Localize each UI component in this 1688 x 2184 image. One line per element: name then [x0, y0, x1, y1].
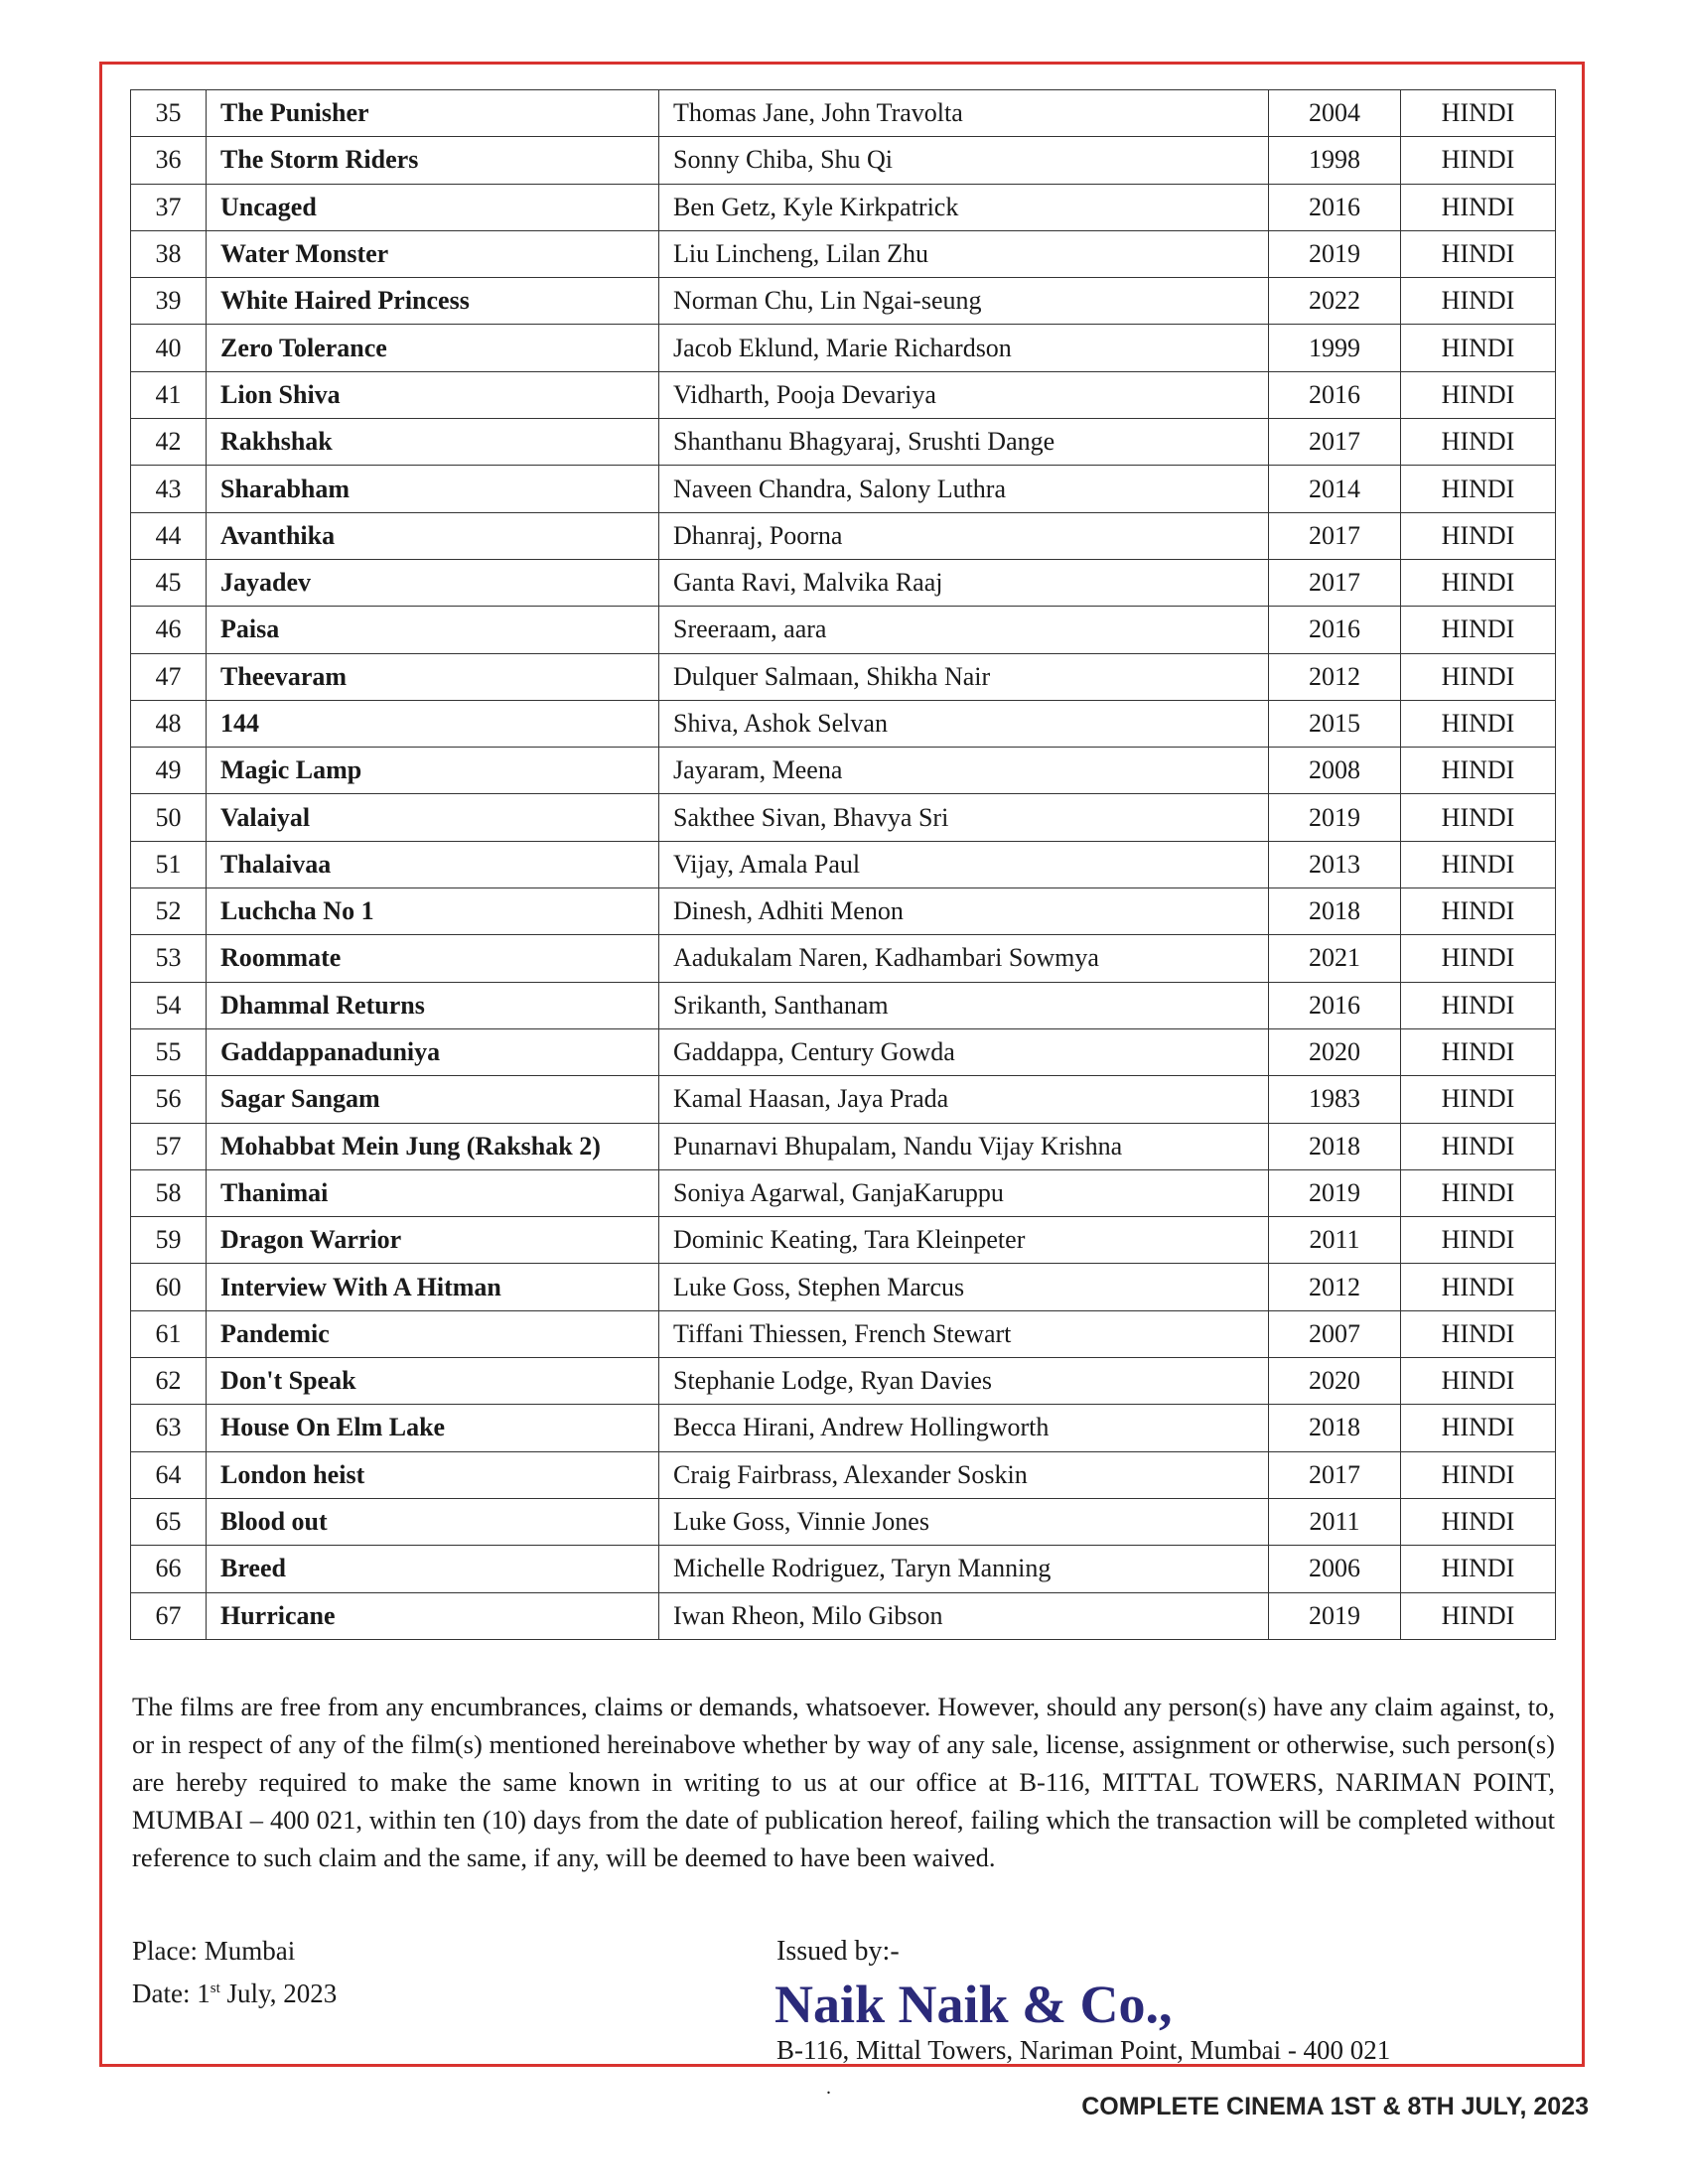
film-title: Thanimai [207, 1169, 659, 1216]
film-year: 2008 [1269, 748, 1401, 794]
film-language: HINDI [1401, 512, 1556, 559]
film-number: 36 [131, 137, 207, 184]
page-footer: COMPLETE CINEMA 1ST & 8TH JULY, 2023 [1081, 2093, 1589, 2120]
film-title: Luchcha No 1 [207, 888, 659, 935]
film-title: White Haired Princess [207, 278, 659, 325]
film-year: 2015 [1269, 700, 1401, 747]
film-title: Gaddappanaduniya [207, 1028, 659, 1075]
film-language: HINDI [1401, 888, 1556, 935]
film-number: 64 [131, 1451, 207, 1498]
film-language: HINDI [1401, 230, 1556, 277]
film-title: Water Monster [207, 230, 659, 277]
film-year: 1983 [1269, 1076, 1401, 1123]
film-language: HINDI [1401, 1076, 1556, 1123]
film-number: 39 [131, 278, 207, 325]
film-title: Dhammal Returns [207, 982, 659, 1028]
film-title: Uncaged [207, 184, 659, 230]
film-cast: Michelle Rodriguez, Taryn Manning [659, 1546, 1269, 1592]
table-row [131, 1169, 1556, 1216]
film-cast: Soniya Agarwal, GanjaKaruppu [659, 1169, 1269, 1216]
film-year: 2017 [1269, 559, 1401, 606]
film-language: HINDI [1401, 90, 1556, 137]
film-language: HINDI [1401, 1546, 1556, 1592]
table-row [131, 90, 1556, 137]
film-language: HINDI [1401, 184, 1556, 230]
film-cast: Craig Fairbrass, Alexander Soskin [659, 1451, 1269, 1498]
film-language: HINDI [1401, 371, 1556, 418]
film-year: 2019 [1269, 1592, 1401, 1639]
film-cast: Becca Hirani, Andrew Hollingworth [659, 1405, 1269, 1451]
film-year: 2011 [1269, 1498, 1401, 1545]
table-row [131, 512, 1556, 559]
film-year: 2007 [1269, 1310, 1401, 1357]
film-title: Sagar Sangam [207, 1076, 659, 1123]
film-language: HINDI [1401, 559, 1556, 606]
film-title: Paisa [207, 607, 659, 653]
film-cast: Srikanth, Santhanam [659, 982, 1269, 1028]
table-row [131, 888, 1556, 935]
film-language: HINDI [1401, 419, 1556, 466]
film-title: Dragon Warrior [207, 1217, 659, 1264]
film-cast: Dhanraj, Poorna [659, 512, 1269, 559]
film-number: 62 [131, 1358, 207, 1405]
film-year: 2020 [1269, 1358, 1401, 1405]
film-title: Avanthika [207, 512, 659, 559]
film-year: 2018 [1269, 1123, 1401, 1169]
film-title: Magic Lamp [207, 748, 659, 794]
film-cast: Sreeraam, aara [659, 607, 1269, 653]
film-cast: Dinesh, Adhiti Menon [659, 888, 1269, 935]
film-cast: Dulquer Salmaan, Shikha Nair [659, 653, 1269, 700]
film-language: HINDI [1401, 607, 1556, 653]
film-year: 2013 [1269, 841, 1401, 887]
film-title: London heist [207, 1451, 659, 1498]
film-year: 2019 [1269, 230, 1401, 277]
film-number: 40 [131, 325, 207, 371]
film-number: 66 [131, 1546, 207, 1592]
film-cast: Naveen Chandra, Salony Luthra [659, 466, 1269, 512]
films-table-body [131, 90, 1556, 1640]
film-number: 60 [131, 1264, 207, 1310]
film-title: Rakhshak [207, 419, 659, 466]
film-number: 53 [131, 935, 207, 982]
film-number: 48 [131, 700, 207, 747]
film-year: 2014 [1269, 466, 1401, 512]
film-year: 2016 [1269, 184, 1401, 230]
film-title: Interview With A Hitman [207, 1264, 659, 1310]
table-row [131, 935, 1556, 982]
film-number: 61 [131, 1310, 207, 1357]
film-title: Mohabbat Mein Jung (Rakshak 2) [207, 1123, 659, 1169]
film-number: 55 [131, 1028, 207, 1075]
film-language: HINDI [1401, 700, 1556, 747]
issued-by-label: Issued by:- [776, 1936, 900, 1967]
film-cast: Thomas Jane, John Travolta [659, 90, 1269, 137]
table-row [131, 466, 1556, 512]
film-language: HINDI [1401, 1592, 1556, 1639]
film-title: Hurricane [207, 1592, 659, 1639]
film-cast: Sonny Chiba, Shu Qi [659, 137, 1269, 184]
film-language: HINDI [1401, 653, 1556, 700]
table-row [131, 230, 1556, 277]
film-cast: Ben Getz, Kyle Kirkpatrick [659, 184, 1269, 230]
notice-paragraph: The films are free from any encumbrances, claims or demands, whatsoever. However, should any person(s) have any claim against, to, or in respect of any of the film(s) mentioned hereinabove whether by way of any sale, license, assignment or otherwise, such person(s) are hereby required to make the same known in writing to us at our office at B-116, MITTAL TOWERS, NARIMAN POINT, MUMBAI – 400 021, within ten (10) days from the date of publication hereof, failing which the transaction will be completed without reference to such claim and the same, if any, will be deemed to have been waived. [132, 1692, 1555, 1872]
table-row [131, 1592, 1556, 1639]
film-year: 1998 [1269, 137, 1401, 184]
table-row [131, 1028, 1556, 1075]
film-cast: Ganta Ravi, Malvika Raaj [659, 559, 1269, 606]
films-table [130, 89, 1556, 1640]
date-suffix: July, 2023 [219, 1979, 338, 2008]
firm-name: Naik Naik & Co., [774, 1975, 1173, 2034]
table-row [131, 1264, 1556, 1310]
film-year: 2022 [1269, 278, 1401, 325]
film-language: HINDI [1401, 1498, 1556, 1545]
film-number: 56 [131, 1076, 207, 1123]
film-language: HINDI [1401, 1451, 1556, 1498]
table-row [131, 982, 1556, 1028]
film-title: The Storm Riders [207, 137, 659, 184]
film-cast: Stephanie Lodge, Ryan Davies [659, 1358, 1269, 1405]
film-title: Roommate [207, 935, 659, 982]
table-row [131, 325, 1556, 371]
table-row [131, 1546, 1556, 1592]
film-language: HINDI [1401, 794, 1556, 841]
film-number: 45 [131, 559, 207, 606]
film-cast: Shanthanu Bhagyaraj, Srushti Dange [659, 419, 1269, 466]
film-title: Breed [207, 1546, 659, 1592]
table-row [131, 1217, 1556, 1264]
film-cast: Tiffani Thiessen, French Stewart [659, 1310, 1269, 1357]
film-title: Blood out [207, 1498, 659, 1545]
film-year: 2012 [1269, 1264, 1401, 1310]
film-year: 1999 [1269, 325, 1401, 371]
film-title: 144 [207, 700, 659, 747]
table-row [131, 1498, 1556, 1545]
film-number: 46 [131, 607, 207, 653]
table-row [131, 419, 1556, 466]
table-row [131, 1451, 1556, 1498]
table-row [131, 1076, 1556, 1123]
table-row [131, 1405, 1556, 1451]
film-title: Don't Speak [207, 1358, 659, 1405]
film-cast: Vijay, Amala Paul [659, 841, 1269, 887]
film-cast: Liu Lincheng, Lilan Zhu [659, 230, 1269, 277]
table-row [131, 841, 1556, 887]
table-row [131, 559, 1556, 606]
film-cast: Iwan Rheon, Milo Gibson [659, 1592, 1269, 1639]
film-cast: Jayaram, Meena [659, 748, 1269, 794]
film-cast: Luke Goss, Stephen Marcus [659, 1264, 1269, 1310]
film-language: HINDI [1401, 466, 1556, 512]
film-language: HINDI [1401, 1264, 1556, 1310]
film-language: HINDI [1401, 325, 1556, 371]
film-cast: Jacob Eklund, Marie Richardson [659, 325, 1269, 371]
film-number: 50 [131, 794, 207, 841]
film-title: Sharabham [207, 466, 659, 512]
film-cast: Aadukalam Naren, Kadhambari Sowmya [659, 935, 1269, 982]
film-title: Pandemic [207, 1310, 659, 1357]
film-number: 41 [131, 371, 207, 418]
film-number: 35 [131, 90, 207, 137]
film-year: 2019 [1269, 794, 1401, 841]
date-prefix: Date: 1 [132, 1979, 211, 2008]
place-label: Place: Mumbai [132, 1936, 296, 1966]
film-language: HINDI [1401, 1169, 1556, 1216]
film-language: HINDI [1401, 982, 1556, 1028]
film-language: HINDI [1401, 1123, 1556, 1169]
film-year: 2006 [1269, 1546, 1401, 1592]
table-row [131, 653, 1556, 700]
table-row [131, 371, 1556, 418]
film-cast: Kamal Haasan, Jaya Prada [659, 1076, 1269, 1123]
film-number: 59 [131, 1217, 207, 1264]
film-year: 2019 [1269, 1169, 1401, 1216]
film-title: Thalaivaa [207, 841, 659, 887]
film-number: 67 [131, 1592, 207, 1639]
film-language: HINDI [1401, 1028, 1556, 1075]
table-row [131, 607, 1556, 653]
film-number: 57 [131, 1123, 207, 1169]
film-language: HINDI [1401, 137, 1556, 184]
film-number: 58 [131, 1169, 207, 1216]
film-cast: Luke Goss, Vinnie Jones [659, 1498, 1269, 1545]
film-number: 43 [131, 466, 207, 512]
film-language: HINDI [1401, 841, 1556, 887]
film-title: The Punisher [207, 90, 659, 137]
film-cast: Gaddappa, Century Gowda [659, 1028, 1269, 1075]
film-language: HINDI [1401, 935, 1556, 982]
table-row [131, 748, 1556, 794]
film-year: 2011 [1269, 1217, 1401, 1264]
film-language: HINDI [1401, 1310, 1556, 1357]
table-row [131, 184, 1556, 230]
film-year: 2018 [1269, 1405, 1401, 1451]
film-number: 42 [131, 419, 207, 466]
film-year: 2017 [1269, 512, 1401, 559]
film-number: 63 [131, 1405, 207, 1451]
film-cast: Sakthee Sivan, Bhavya Sri [659, 794, 1269, 841]
film-number: 51 [131, 841, 207, 887]
film-year: 2018 [1269, 888, 1401, 935]
film-language: HINDI [1401, 748, 1556, 794]
film-cast: Shiva, Ashok Selvan [659, 700, 1269, 747]
firm-address: B-116, Mittal Towers, Nariman Point, Mumbai - 400 021 [776, 2035, 1391, 2065]
film-title: Jayadev [207, 559, 659, 606]
film-year: 2004 [1269, 90, 1401, 137]
film-number: 37 [131, 184, 207, 230]
date-label [132, 1979, 337, 2009]
film-number: 54 [131, 982, 207, 1028]
table-row [131, 700, 1556, 747]
film-language: HINDI [1401, 1358, 1556, 1405]
film-year: 2017 [1269, 1451, 1401, 1498]
film-year: 2016 [1269, 371, 1401, 418]
table-row [131, 1358, 1556, 1405]
film-year: 2021 [1269, 935, 1401, 982]
table-row [131, 137, 1556, 184]
film-title: Lion Shiva [207, 371, 659, 418]
table-row [131, 278, 1556, 325]
film-number: 44 [131, 512, 207, 559]
film-number: 52 [131, 888, 207, 935]
film-year: 2017 [1269, 419, 1401, 466]
film-cast: Norman Chu, Lin Ngai-seung [659, 278, 1269, 325]
date-ordinal: st [210, 1980, 220, 1996]
table-row [131, 1310, 1556, 1357]
film-title: Valaiyal [207, 794, 659, 841]
table-row [131, 794, 1556, 841]
film-year: 2016 [1269, 982, 1401, 1028]
film-language: HINDI [1401, 1405, 1556, 1451]
film-title: House On Elm Lake [207, 1405, 659, 1451]
film-number: 49 [131, 748, 207, 794]
film-year: 2016 [1269, 607, 1401, 653]
film-cast: Punarnavi Bhupalam, Nandu Vijay Krishna [659, 1123, 1269, 1169]
film-cast: Dominic Keating, Tara Kleinpeter [659, 1217, 1269, 1264]
film-number: 65 [131, 1498, 207, 1545]
film-title: Theevaram [207, 653, 659, 700]
film-year: 2020 [1269, 1028, 1401, 1075]
film-year: 2012 [1269, 653, 1401, 700]
film-title: Zero Tolerance [207, 325, 659, 371]
film-language: HINDI [1401, 278, 1556, 325]
film-number: 38 [131, 230, 207, 277]
film-number: 47 [131, 653, 207, 700]
film-language: HINDI [1401, 1217, 1556, 1264]
stray-dot: . [826, 2077, 831, 2099]
film-cast: Vidharth, Pooja Devariya [659, 371, 1269, 418]
table-row [131, 1123, 1556, 1169]
